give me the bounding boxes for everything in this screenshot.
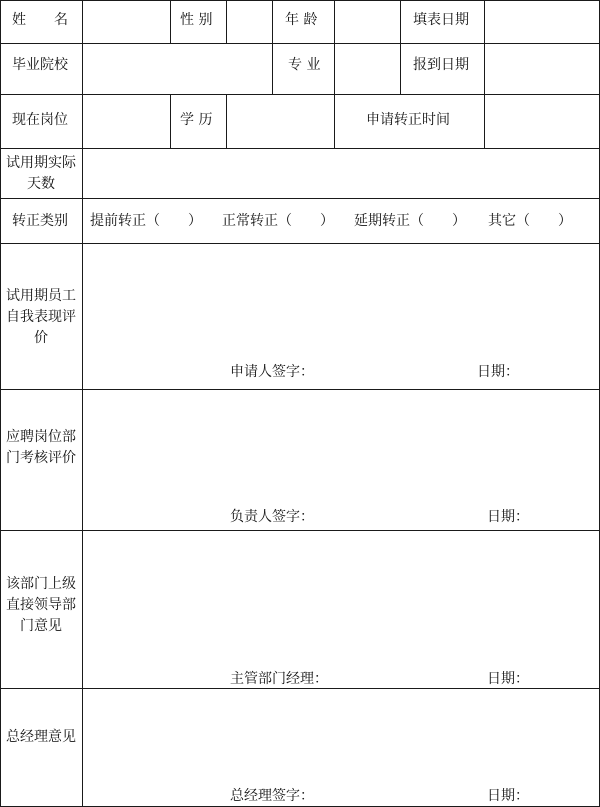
self-eval-date-label: 日期：: [477, 364, 519, 380]
education-field[interactable]: [227, 95, 334, 148]
self-eval-field[interactable]: [83, 244, 599, 389]
gm-date-label: 日期：: [487, 788, 529, 804]
option-delayed-confirmation[interactable]: 延期转正（ ）: [354, 213, 466, 229]
fill-date-field[interactable]: [485, 1, 599, 43]
option-early-confirmation[interactable]: 提前转正（ ）: [90, 213, 202, 229]
age-field[interactable]: [335, 1, 400, 43]
report-date-label: 报到日期: [413, 57, 469, 73]
name-label: 姓 名: [12, 12, 68, 28]
age-label: 年 龄: [285, 12, 318, 28]
rule-col-a: [170, 0, 171, 43]
applicant-signature-label: 申请人签字：: [230, 364, 314, 380]
report-date-field[interactable]: [485, 44, 599, 94]
gm-opinion-label: 总经理意见: [6, 729, 76, 745]
position-field[interactable]: [83, 95, 170, 148]
supervisor-signature-label: 负责人签字：: [230, 509, 314, 525]
self-eval-label: 试用期员工自我表现评价: [6, 288, 76, 346]
rule-row4: [0, 198, 600, 199]
rule-col-c: [272, 0, 273, 94]
option-normal-confirmation[interactable]: 正常转正（ ）: [222, 213, 334, 229]
gm-signature-label: 总经理签字：: [230, 788, 314, 804]
dept-manager-signature-label: 主管部门经理：: [230, 671, 328, 687]
rule-left: [0, 0, 1, 807]
superior-opinion-field[interactable]: [83, 531, 599, 688]
superior-date-label: 日期：: [487, 671, 529, 687]
apply-time-label: 申请转正时间: [366, 112, 450, 128]
gender-field[interactable]: [227, 1, 272, 43]
trial-days-field[interactable]: [83, 149, 599, 198]
rule-col-i: [334, 94, 335, 148]
name-field[interactable]: [83, 1, 170, 43]
school-field[interactable]: [83, 44, 272, 94]
confirmation-type-label: 转正类别: [12, 213, 68, 229]
major-label: 专 业: [288, 57, 321, 73]
rule-col-e: [400, 0, 401, 94]
dept-eval-date-label: 日期：: [487, 509, 529, 525]
rule-col-g: [170, 94, 171, 148]
superior-opinion-label: 该部门上级直接领导部门意见: [6, 576, 76, 634]
fill-date-label: 填表日期: [413, 12, 469, 28]
apply-time-field[interactable]: [485, 95, 599, 148]
major-field[interactable]: [335, 44, 400, 94]
option-other[interactable]: 其它（ ）: [488, 213, 572, 229]
gender-label: 性 别: [180, 12, 213, 28]
trial-days-label: 试用期实际天数: [6, 155, 76, 192]
school-label: 毕业院校: [12, 57, 68, 73]
education-label: 学 历: [180, 112, 213, 128]
position-label: 现在岗位: [12, 112, 68, 128]
dept-eval-label: 应聘岗位部门考核评价: [6, 429, 76, 466]
